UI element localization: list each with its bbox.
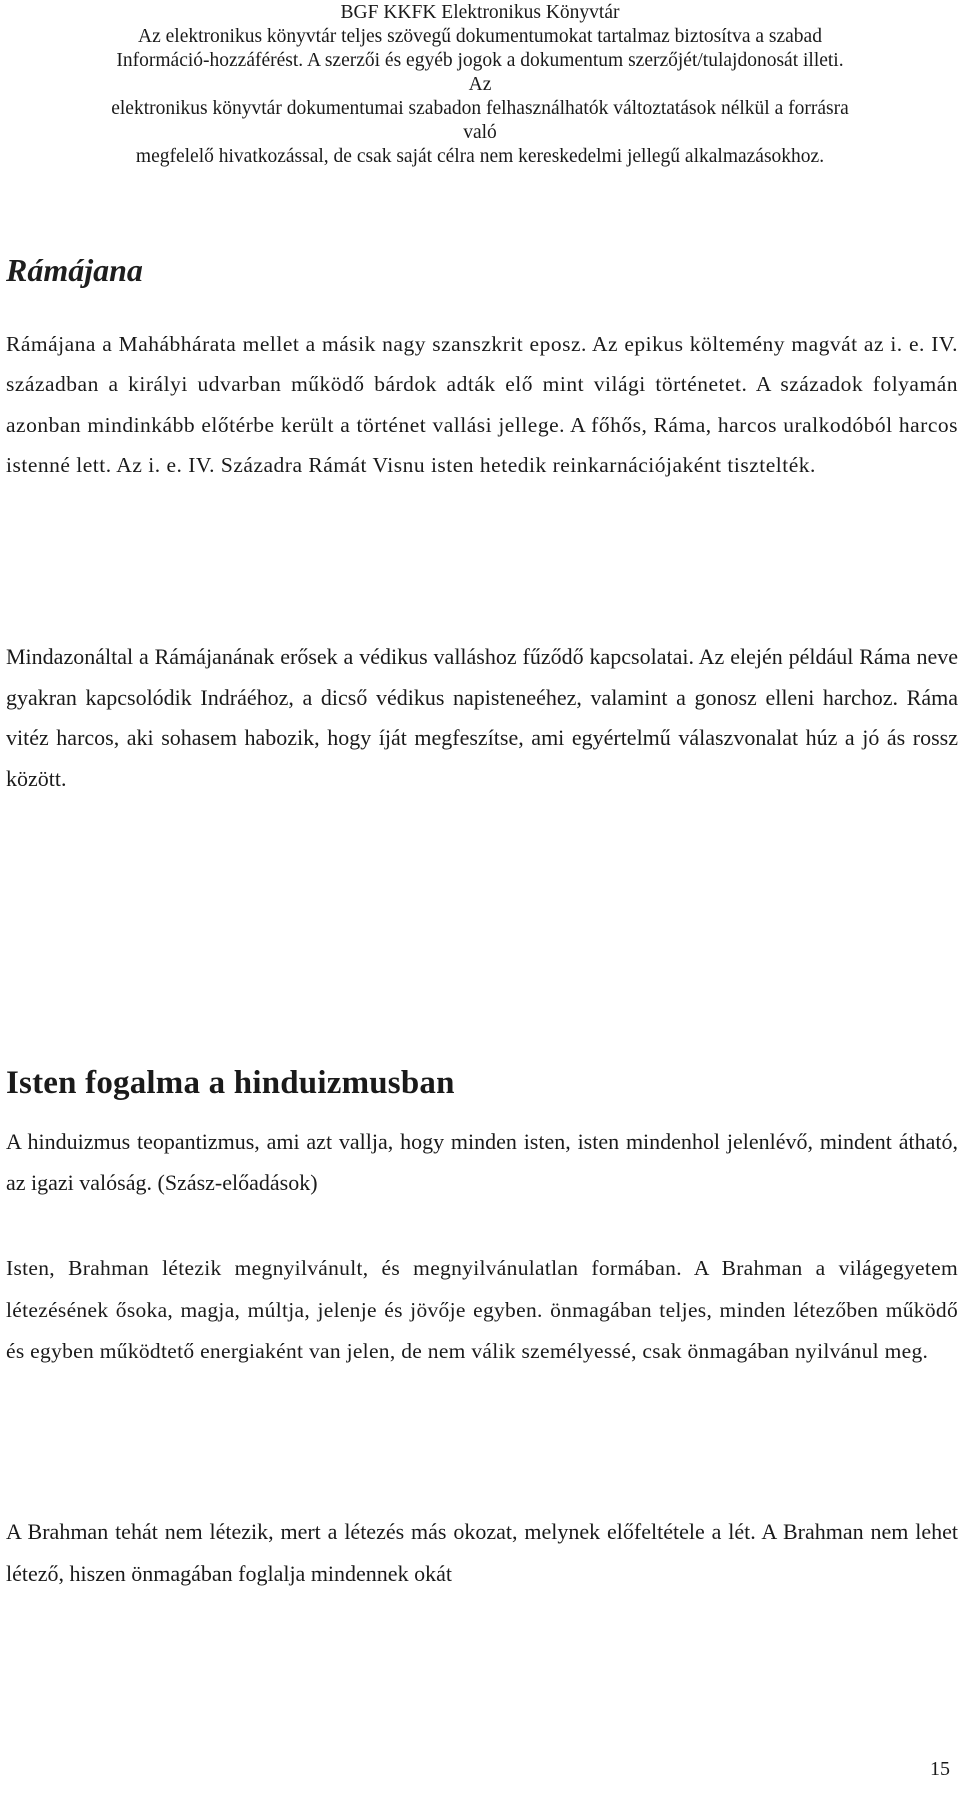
section-title-ramajana: Rámájana <box>6 252 143 288</box>
header-line: elektronikus könyvtár dokumentumai szabadon felhasználhatók változtatások nélkül a forrásra <box>111 98 849 119</box>
paragraph: A hinduizmus teopantizmus, ami azt vallja, hogy minden isten, isten mindenhol jelenlévő, mindent átható, az igazi valóság. (Szász-előadások) <box>6 1129 958 1195</box>
header-line: Információ-hozzáférést. A szerzői és egyéb jogok a dokumentum szerzőjét/tulajdonosát illeti. <box>116 50 844 71</box>
header-line: megfelelő hivatkozással, de csak saját célra nem kereskedelmi jellegű alkalmazásokhoz. <box>135 146 825 167</box>
section-title-isten-fogalma: Isten fogalma a hinduizmusban <box>6 1065 455 1101</box>
paragraph: A Brahman tehát nem létezik, mert a létezés más okozat, melynek előfeltétele a lét. A Brahman nem lehet létező, hiszen önmagában foglalja mindennek okát <box>6 1519 958 1586</box>
header-line: BGF KKFK Elektronikus Könyvtár <box>340 2 620 23</box>
header-line: Az <box>468 74 492 95</box>
header-line: való <box>463 122 497 143</box>
paragraph: Mindazonáltal a Rámájanának erősek a védikus valláshoz fűződő kapcsolatai. Az elején például Ráma neve gyakran kapcsolódik Indráéhoz, a dicső védikus napisteneéhez, valamint a gonosz elleni harchoz. Ráma vitéz harcos, aki sohasem habozik, hogy íját megfeszítse, ami egyértelmű válaszvonalat húz a jó ás rossz között. <box>6 644 958 791</box>
paragraph: Rámájana a Mahábhárata mellet a másik nagy szanszkrit eposz. Az epikus költemény magvát az i. e. IV. században a királyi udvarban működő bárdok adták elő mint világi történetet. A századok folyamán azonban mindinkább előtérbe került a történet vallási jellege. A főhős, Ráma, harcos uralkodóból harcos istenné lett. Az i. e. IV. Századra Rámát Visnu isten hetedik reinkarnációjaként tisztelték. <box>6 332 958 478</box>
header-line: Az elektronikus könyvtár teljes szövegű dokumentumokat tartalmaz biztosítva a szabad <box>138 26 822 47</box>
paragraph: Isten, Brahman létezik megnyilvánult, és megnyilvánulatlan formában. A Brahman a világegyetem létezésének ősoka, magja, múltja, jelenje és jövője egyben. önmagában teljes, minden létezőben működő és egyben működtető energiaként van jelen, de nem válik személyessé, csak önmagában nyilvánul meg. <box>6 1256 958 1364</box>
library-header <box>0 0 960 169</box>
page-number: 15 <box>930 1758 950 1780</box>
